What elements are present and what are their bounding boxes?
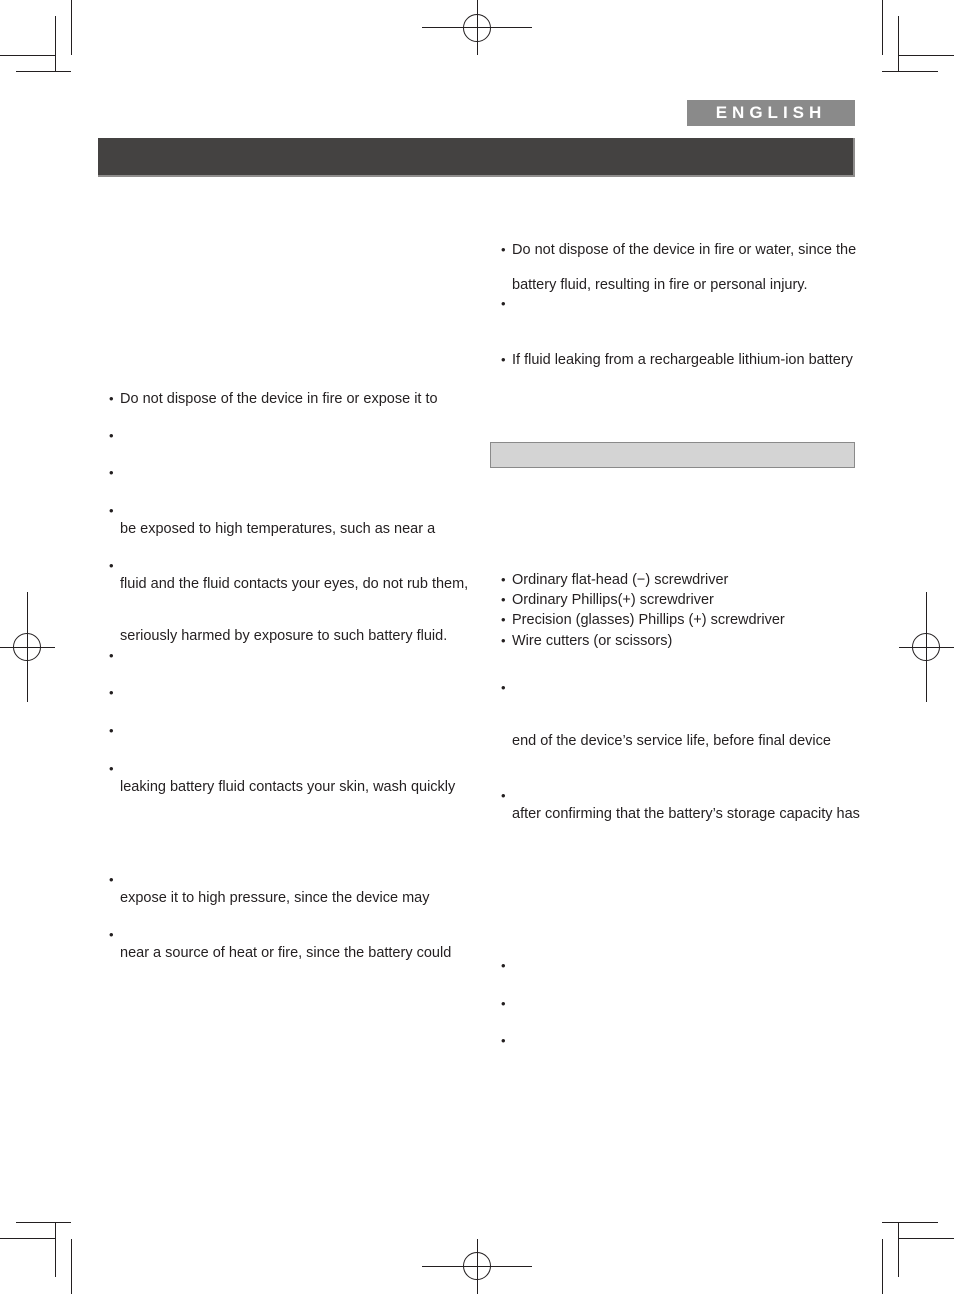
bullet-icon: •	[501, 1033, 506, 1048]
list-item: Do not dispose of the device in fire or expose it to	[120, 391, 438, 407]
bullet-icon: •	[501, 612, 506, 627]
bullet-icon: •	[109, 648, 114, 663]
bullet-icon: •	[501, 996, 506, 1011]
language-badge: ENGLISH	[687, 100, 855, 126]
bullet-icon: •	[109, 465, 114, 480]
bullet-icon: •	[109, 558, 114, 573]
tool-list-item: Precision (glasses) Phillips (+) screwdriver	[512, 612, 785, 628]
list-item: expose it to high pressure, since the device may	[120, 890, 430, 906]
bullet-icon: •	[109, 503, 114, 518]
list-item: Do not dispose of the device in fire or water, since the	[512, 242, 857, 258]
list-item: battery fluid, resulting in fire or personal injury.	[512, 277, 808, 293]
section-title-bar	[98, 138, 855, 177]
list-item: after confirming that the battery’s storage capacity has	[512, 806, 860, 822]
bullet-icon: •	[501, 242, 506, 257]
bullet-icon: •	[501, 572, 506, 587]
subsection-title-bar	[490, 442, 855, 468]
bullet-icon: •	[109, 872, 114, 887]
bullet-icon: •	[501, 958, 506, 973]
tool-list-item: Ordinary Phillips(+) screwdriver	[512, 592, 714, 608]
bullet-icon: •	[109, 761, 114, 776]
bullet-icon: •	[109, 685, 114, 700]
list-item: fluid and the fluid contacts your eyes, do not rub them,	[120, 576, 469, 592]
bullet-icon: •	[109, 428, 114, 443]
bullet-icon: •	[501, 592, 506, 607]
tool-list-item: Wire cutters (or scissors)	[512, 633, 673, 649]
bullet-icon: •	[109, 927, 114, 942]
list-item: If fluid leaking from a rechargeable lithium-ion battery	[512, 352, 853, 368]
bullet-icon: •	[501, 633, 506, 648]
list-item: end of the device’s service life, before final device	[512, 733, 831, 749]
list-item: be exposed to high temperatures, such as near a	[120, 521, 436, 537]
tool-list-item: Ordinary flat-head (−) screwdriver	[512, 572, 729, 588]
bullet-icon: •	[501, 788, 506, 803]
bullet-icon: •	[501, 352, 506, 367]
bullet-icon: •	[109, 723, 114, 738]
list-item: near a source of heat or fire, since the battery could	[120, 945, 452, 961]
list-item: seriously harmed by exposure to such battery fluid.	[120, 628, 448, 644]
list-item: leaking battery fluid contacts your skin, wash quickly	[120, 779, 456, 795]
bullet-icon: •	[501, 680, 506, 695]
bullet-icon: •	[109, 391, 114, 406]
bullet-icon: •	[501, 296, 506, 311]
